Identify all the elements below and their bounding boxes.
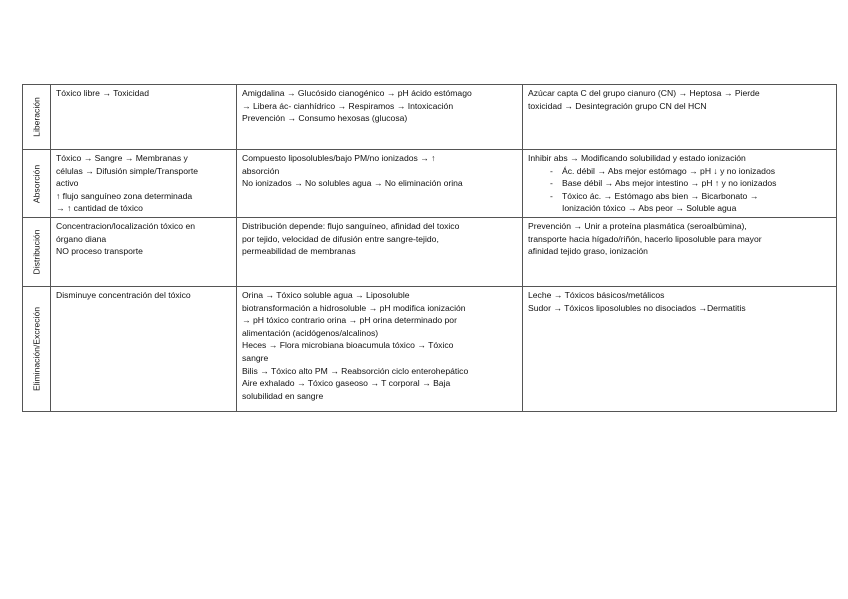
cell-line: afinidad tejido graso, ionización bbox=[528, 246, 648, 257]
cell-line: → ↑ cantidad de tóxico bbox=[56, 203, 143, 214]
table-cell bbox=[237, 218, 523, 287]
bullet-list bbox=[528, 165, 831, 203]
cell-line: alimentación (acidógenos/alcalinos) bbox=[242, 327, 379, 338]
row-header-cell bbox=[23, 150, 51, 218]
row-header-label: Eliminación/Excreción bbox=[31, 306, 42, 392]
cell-line: Ionización tóxico → Abs peor → Soluble agua bbox=[562, 203, 737, 214]
cell-line: → Libera ác- cianhídrico → Respiramos → Intoxicación bbox=[242, 100, 454, 111]
cell-line: órgano diana bbox=[56, 233, 107, 244]
cell-line: No ionizados → No solubles agua → No eliminación orina bbox=[242, 178, 463, 189]
row-header-label: Distribución bbox=[31, 229, 42, 275]
list-item: - Tóxico ác. → Estómago abs bien → Bicarbonato → bbox=[550, 190, 831, 203]
table-cell bbox=[523, 218, 837, 287]
cell-line: Inhibir abs → Modificando solubilidad y estado ionización bbox=[528, 153, 746, 163]
cell-line: células → Difusión simple/Transporte bbox=[56, 165, 199, 176]
cell-line: Prevención → Consumo hexosas (glucosa) bbox=[242, 113, 408, 124]
cell-line: Bilis → Tóxico alto PM → Reabsorción ciclo enterohepático bbox=[242, 365, 469, 376]
cell-line: toxicidad → Desintegración grupo CN del HCN bbox=[528, 100, 707, 111]
table-cell bbox=[237, 150, 523, 218]
list-item: - Ác. débil → Abs mejor estómago → pH ↓ y no ionizados bbox=[550, 165, 831, 178]
cell-line: Distribución depende: flujo sanguíneo, afinidad del toxico bbox=[242, 221, 460, 231]
cell-line: Disminuye concentración del tóxico bbox=[56, 290, 191, 300]
cell-line: biotransformación a hidrosoluble → pH modifica ionización bbox=[242, 302, 466, 313]
cell-line: absorción bbox=[242, 165, 280, 176]
cell-line: por tejido, velocidad de difusión entre sangre-tejido, bbox=[242, 233, 439, 244]
table-cell bbox=[51, 218, 237, 287]
cell-line: Leche → Tóxicos básicos/metálicos bbox=[528, 290, 665, 300]
cell-line: activo bbox=[56, 178, 79, 189]
cell-line: ↑ flujo sanguíneo zona determinada bbox=[56, 190, 193, 201]
row-header-label: Liberación bbox=[31, 97, 42, 137]
row-header-cell bbox=[23, 287, 51, 412]
table-cell bbox=[523, 287, 837, 412]
cell-line: Heces → Flora microbiana bioacumula tóxico → Tóxico bbox=[242, 340, 454, 351]
table-row bbox=[23, 218, 837, 287]
cell-line: Prevención → Unir a proteína plasmática (seroalbúmina), bbox=[528, 221, 747, 231]
table-cell bbox=[51, 150, 237, 218]
table-cell bbox=[51, 85, 237, 150]
table-cell bbox=[237, 287, 523, 412]
cell-line: NO proceso transporte bbox=[56, 246, 143, 257]
cell-line: Tóxico → Sangre → Membranas y bbox=[56, 153, 188, 163]
row-header-cell bbox=[23, 218, 51, 287]
table-row bbox=[23, 85, 837, 150]
table-cell bbox=[523, 85, 837, 150]
table-row bbox=[23, 150, 837, 218]
cell-line: permeabilidad de membranas bbox=[242, 246, 356, 257]
cell-line: Amigdalina → Glucósido cianogénico → pH ácido estómago bbox=[242, 88, 472, 98]
cell-line: sangre bbox=[242, 352, 269, 363]
row-header-cell bbox=[23, 85, 51, 150]
toxicokinetics-table bbox=[22, 84, 837, 412]
cell-line: Orina → Tóxico soluble agua → Liposoluble bbox=[242, 290, 410, 300]
table-row bbox=[23, 287, 837, 412]
cell-line: transporte hacia hígado/riñón, hacerlo liposoluble para mayor bbox=[528, 233, 762, 244]
cell-line: solubilidad en sangre bbox=[242, 390, 324, 401]
cell-line: Azúcar capta C del grupo cianuro (CN) → Heptosa → Pierde bbox=[528, 88, 760, 98]
cell-line: Sudor → Tóxicos liposolubles no disociados →Dermatitis bbox=[528, 302, 746, 313]
cell-line: Compuesto liposolubles/bajo PM/no ionizados → ↑ bbox=[242, 153, 436, 163]
table-cell bbox=[51, 287, 237, 412]
cell-line: Tóxico libre → Toxicidad bbox=[56, 88, 149, 98]
cell-line: → pH tóxico contrario orina → pH orina determinado por bbox=[242, 315, 457, 326]
row-header-label: Absorción bbox=[31, 164, 42, 203]
table-cell bbox=[523, 150, 837, 218]
cell-line: Aire exhalado → Tóxico gaseoso → T corporal → Baja bbox=[242, 378, 451, 389]
table-cell bbox=[237, 85, 523, 150]
cell-line: Concentracion/localización tóxico en bbox=[56, 221, 196, 231]
list-item: - Base débil → Abs mejor intestino → pH ↑ y no ionizados bbox=[550, 177, 831, 190]
